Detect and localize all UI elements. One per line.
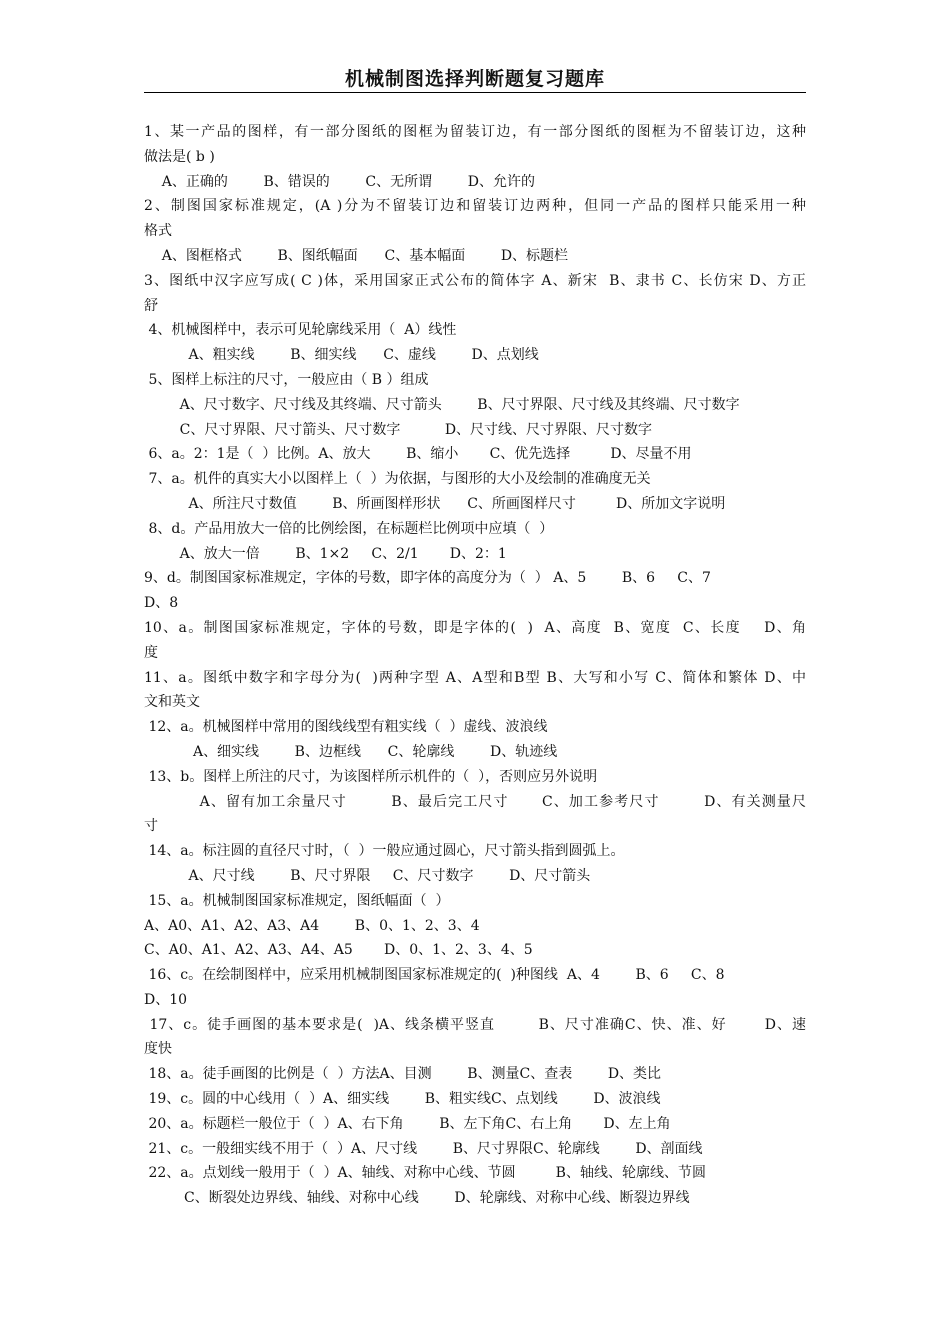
text-line: 格式	[144, 223, 172, 240]
text-line: 8、d。产品用放大一倍的比例绘图，在标题栏比例项中应填（ ）	[144, 520, 554, 537]
text-line: C、尺寸界限、尺寸箭头、尺寸数字 D、尺寸线、尺寸界限、尺寸数字	[144, 421, 653, 438]
text-line: 2、制图国家标准规定，(A )分为不留装订边和留装订边两种，但同一产品的图样只能采用一种	[144, 198, 806, 215]
text-line: 寸	[144, 818, 158, 835]
text-line: 度快	[144, 1041, 172, 1058]
text-line: 文和英文	[144, 694, 200, 711]
text-line: 9、d。制图国家标准规定，字体的号数，即字体的高度分为（ ） A、5 B、6 C、7	[144, 570, 711, 587]
text-line: A、尺寸线 B、尺寸界限 C、尺寸数字 D、尺寸箭头	[144, 867, 591, 884]
text-line: A、放大一倍 B、1×2 C、2/1 D、2：1	[144, 545, 507, 562]
text-line: A、留有加工余量尺寸 B、最后完工尺寸 C、加工参考尺寸 D、有关测量尺	[144, 793, 806, 810]
text-line: 1、某一产品的图样，有一部分图纸的图框为留装订边，有一部分图纸的图框为不留装订边，这种	[144, 124, 806, 140]
text-line: A、图框格式 B、图纸幅面 C、基本幅面 D、标题栏	[144, 247, 569, 264]
text-line: 14、a。标注圆的直径尺寸时，（ ）一般应通过圆心，尺寸箭头指到圆弧上。	[144, 843, 625, 860]
text-line: 3、图纸中汉字应写成( C )体，采用国家正式公布的简体字 A、新宋 B、隶书 C、长仿宋 D、方正	[144, 272, 806, 289]
text-line: 16、c。在绘制图样中，应采用机械制图国家标准规定的( )种图线 A、4 B、6 C、8	[144, 967, 725, 984]
text-line: A、细实线 B、边框线 C、轮廓线 D、轨迹线	[144, 743, 558, 760]
text-line: D、10	[144, 991, 188, 1008]
text-line: 13、b。图样上所注的尺寸，为该图样所示机件的（ ），否则应另外说明	[144, 768, 598, 785]
question-list	[144, 120, 806, 1211]
page-title: 机械制图选择判断题复习题库	[344, 68, 605, 90]
text-line: 12、a。机械图样中常用的图线线型有粗实线（ ）虚线、波浪线	[144, 719, 548, 736]
text-line: 5、图样上标注的尺寸，一般应由（ B ）组成	[144, 371, 429, 388]
text-line: 4、机械图样中，表示可见轮廓线采用（ A）线性	[144, 322, 457, 339]
text-line: 6、a。2：1是（ ）比例。A、放大 B、缩小 C、优先选择 D、尽量不用	[144, 446, 692, 463]
title-underline	[144, 92, 806, 93]
text-line: 做法是( b )	[144, 148, 215, 165]
text-line: 19、c。圆的中心线用（ ）A、细实线 B、粗实线C、点划线 D、波浪线	[144, 1091, 661, 1108]
text-line: 18、a。徒手画图的比例是（ ）方法A、目测 B、测量C、查表 D、类比	[144, 1066, 662, 1083]
text-line: A、正确的 B、错误的 C、无所谓 D、允许的	[144, 173, 535, 190]
text-line: 度	[144, 644, 158, 661]
text-line: C、断裂处边界线、轴线、对称中心线 D、轮廓线、对称中心线、断裂边界线	[144, 1190, 690, 1207]
text-line: A、尺寸数字、尺寸线及其终端、尺寸箭头 B、尺寸界限、尺寸线及其终端、尺寸数字	[144, 396, 740, 413]
text-line: 15、a。机械制图国家标准规定，图纸幅面（ ）	[144, 892, 450, 909]
text-line: C、A0、A1、A2、A3、A4、A5 D、0、1、2、3、4、5	[144, 942, 533, 959]
text-line: A、A0、A1、A2、A3、A4 B、0、1、2、3、4	[144, 917, 480, 934]
text-line: 舒	[144, 297, 158, 314]
text-line: 20、a。标题栏一般位于（ ）A、右下角 B、左下角C、右上角 D、左上角	[144, 1115, 671, 1132]
text-line: 21、c。一般细实线不用于（ ）A、尺寸线 B、尺寸界限C、轮廓线 D、剖面线	[144, 1140, 703, 1157]
text-line: D、8	[144, 595, 179, 612]
text-line: A、粗实线 B、细实线 C、虚线 D、点划线	[144, 347, 539, 364]
text-line: 11、a。图纸中数字和字母分为( )两种字型 A、A型和B型 B、大写和小写 C、简体和繁体 D、中	[144, 669, 806, 686]
text-line: 10、a。制图国家标准规定，字体的号数，即是字体的( ) A、高度 B、宽度 C、长度 D、角	[144, 619, 806, 636]
text-line: 17、c。徒手画图的基本要求是( )A、线条横平竖直 B、尺寸准确C、快、准、好 D、速	[144, 1016, 806, 1033]
text-line: 7、a。机件的真实大小以图样上（ ）为依据，与图形的大小及绘制的准确度无关	[144, 471, 651, 488]
text-line: A、所注尺寸数值 B、所画图样形状 C、所画图样尺寸 D、所加文字说明	[144, 495, 726, 512]
text-line: 22、a。点划线一般用于（ ）A、轴线、对称中心线、节圆 B、轴线、轮廓线、节圆	[144, 1165, 706, 1182]
